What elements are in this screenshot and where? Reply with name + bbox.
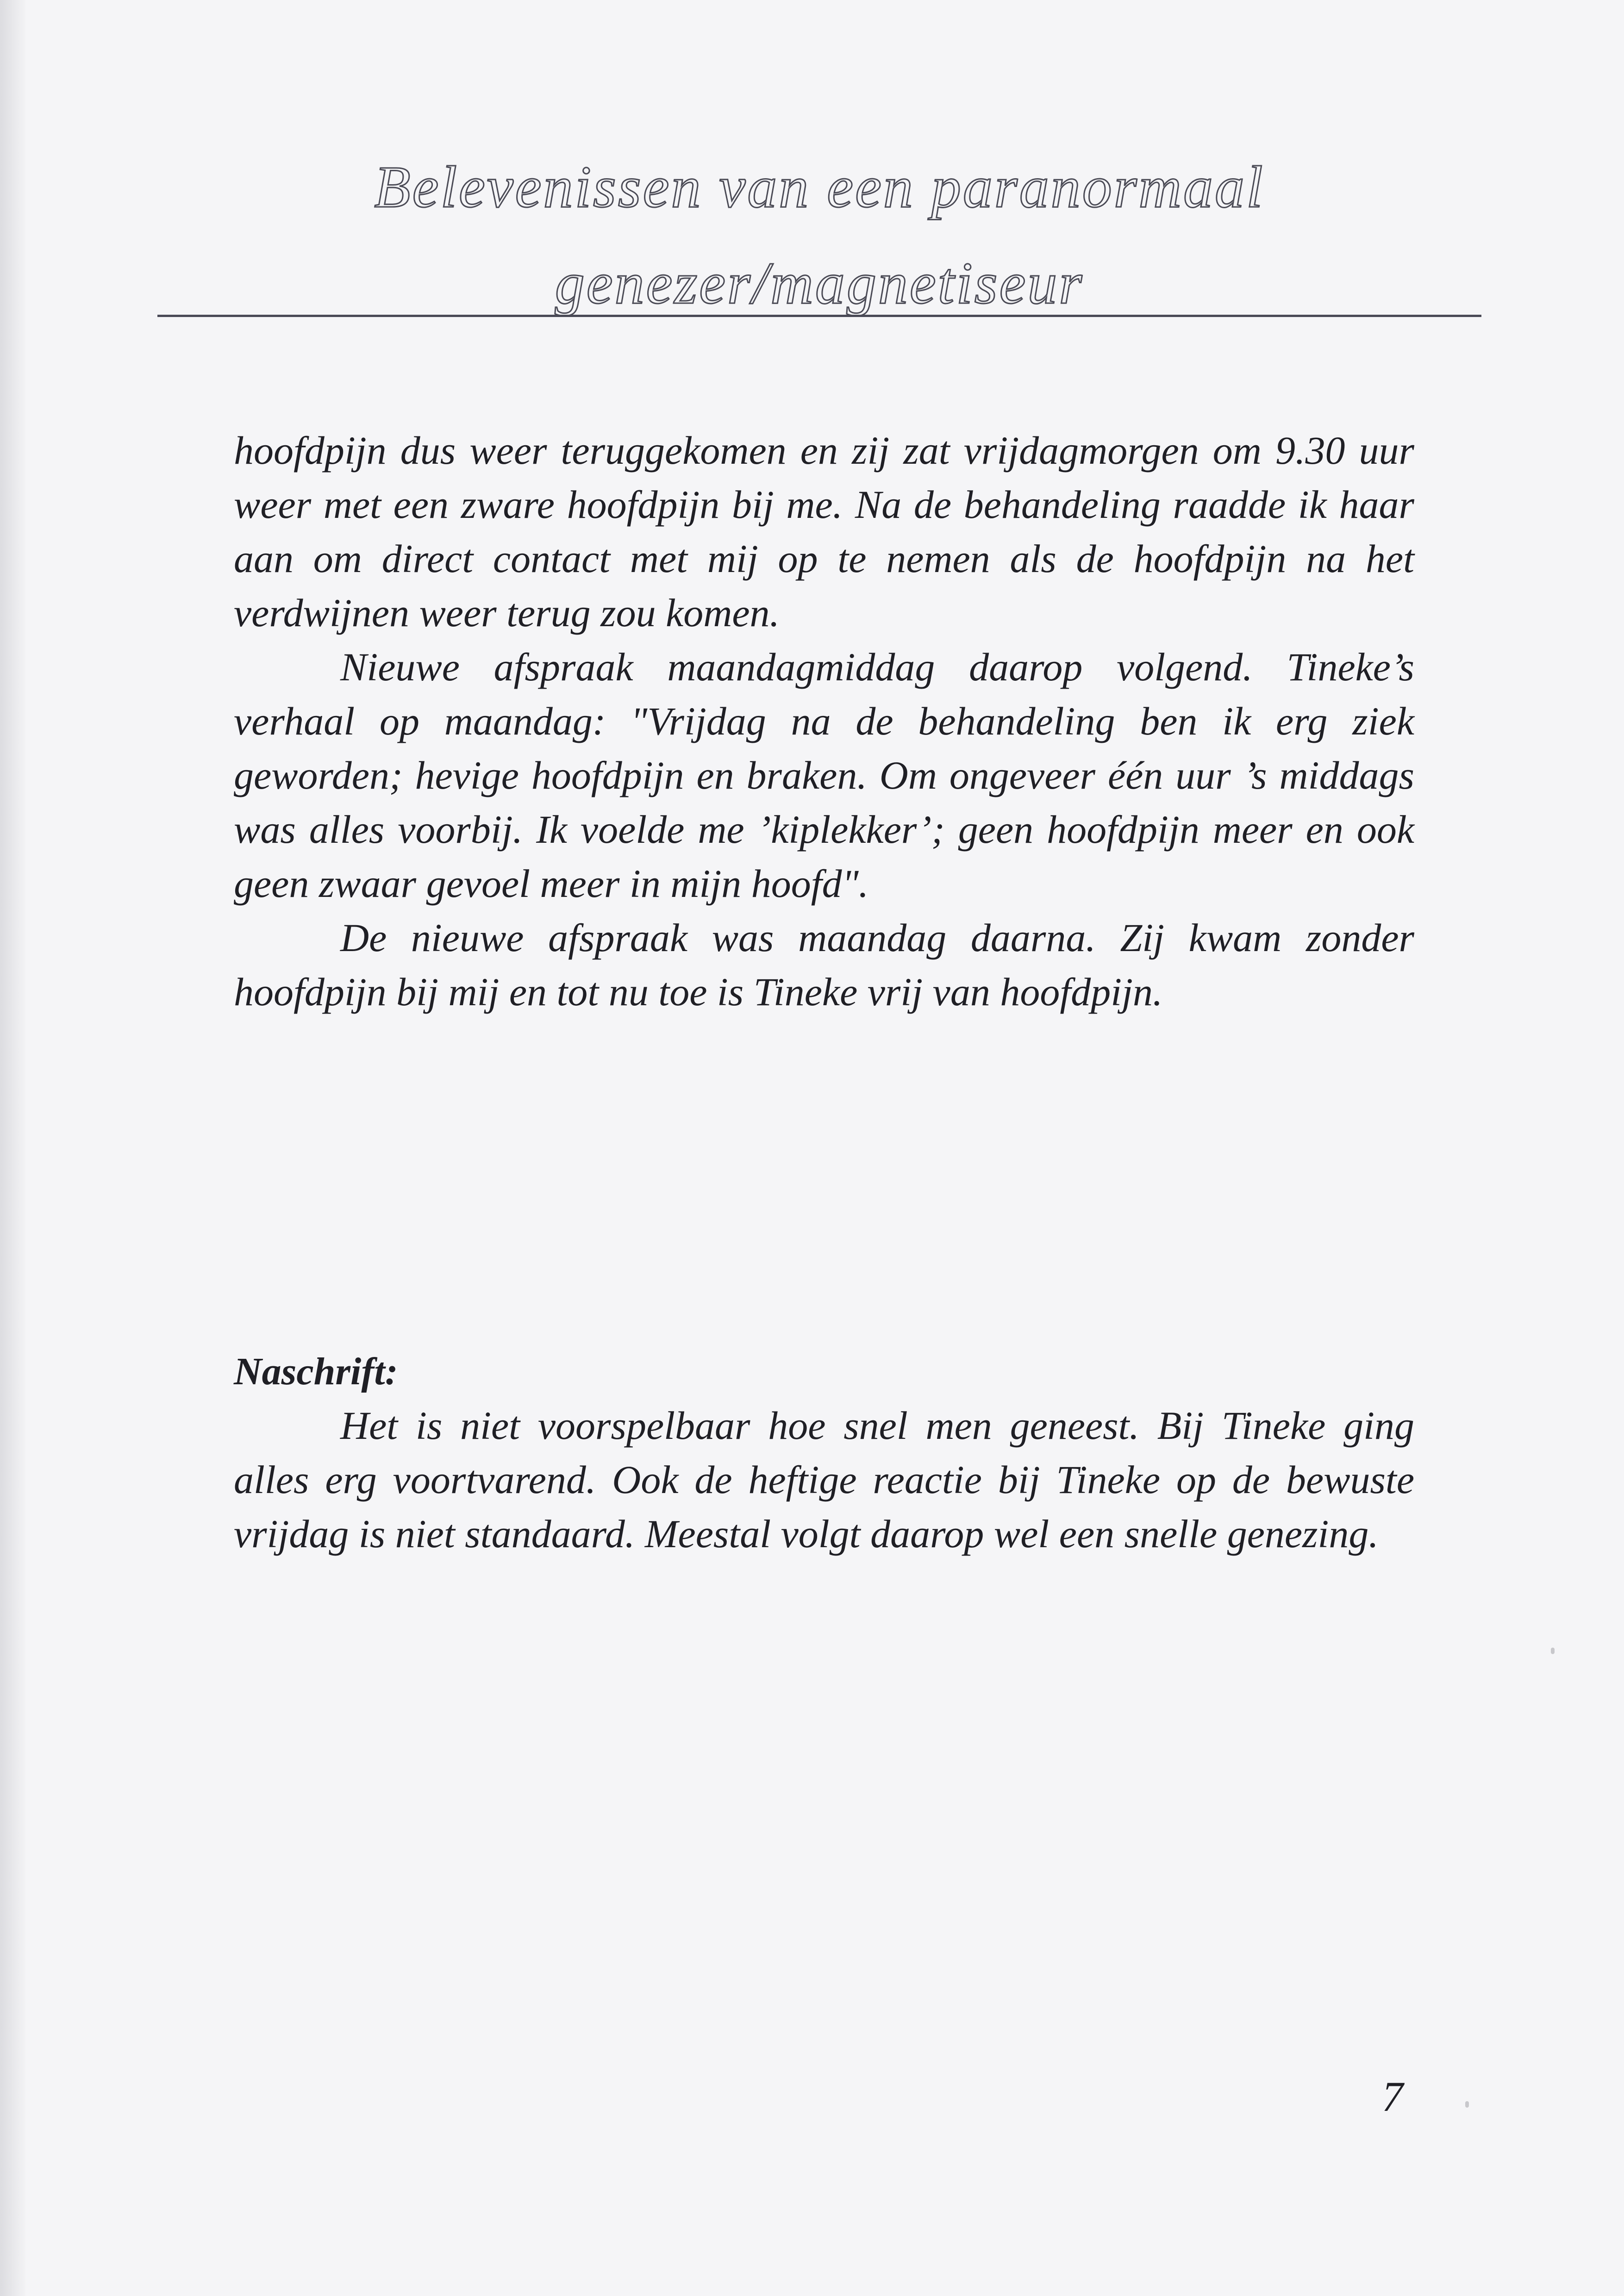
scan-speck — [1465, 2101, 1469, 2108]
postscript-paragraph: Het is niet voorspelbaar hoe snel men geneest. Bij Tineke ging alles erg voortvarend. Ook de heftige reactie bij Tineke op de bewuste vrijdag is niet standaard. Meestal volgt daarop wel een snelle genezing. — [234, 1403, 1414, 1556]
body-text — [234, 423, 1414, 1019]
paragraph-3: De nieuwe afspraak was maandag daarna. Zij kwam zonder hoofdpijn bij mij en tot nu toe is Tineke vrij van hoofdpijn. — [234, 915, 1414, 1014]
header-title-line-1: Belevenissen van een paranormaal — [374, 154, 1265, 220]
paragraph-1: hoofdpijn dus weer teruggekomen en zij zat vrijdagmorgen om 9.30 uur weer met een zware hoofdpijn bij me. Na de behandeling raadde ik haar aan om direct contact met mij op te nemen als de hoofdpijn na het verdwijnen weer terug zou komen. — [234, 428, 1414, 635]
postscript-heading: Naschrift: — [234, 1350, 398, 1393]
postscript-text — [234, 1399, 1414, 1561]
paragraph-2: Nieuwe afspraak maandagmiddag daarop volgend. Tineke’s verhaal op maandag: "Vrijdag na de behandeling ben ik erg ziek geworden; hevige hoofdpijn en braken. Om ongeveer één uur ’s middags was alles voorbij. Ik voelde me ’kiplekker’; geen hoofdpijn meer en ook geen zwaar gevoel meer in mijn hoofd". — [234, 645, 1414, 906]
header-title-line-2: genezer/magnetiseur — [555, 250, 1084, 316]
scan-speck — [1551, 1648, 1555, 1654]
page-binding-shadow — [0, 0, 25, 2296]
page-number: 7 — [1382, 2073, 1403, 2120]
running-header — [157, 139, 1481, 331]
header-divider — [157, 315, 1481, 317]
